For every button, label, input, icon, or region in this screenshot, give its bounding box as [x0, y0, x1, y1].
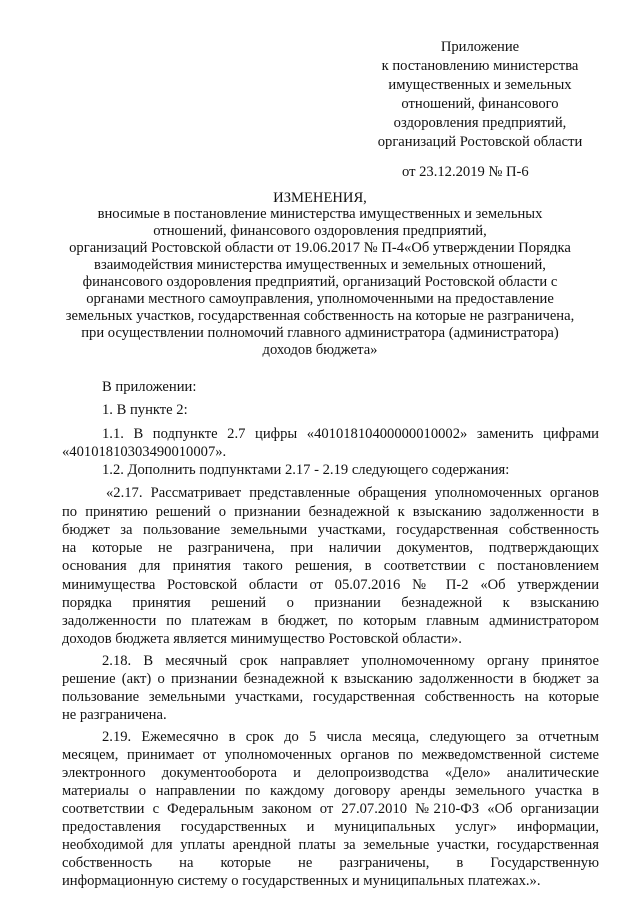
paragraph-line: 2.18. В месячный срок направляет уполномоченному органу принятое — [102, 653, 599, 669]
paragraph-line: не разграничена. — [62, 707, 167, 723]
paragraph-line: пользование земельными участками, государственная собственность на которые — [62, 689, 599, 705]
paragraph-line: месяцем, принимает от уполномоченных органов по межведомственной системе — [62, 747, 599, 763]
paragraph-line: задолженности по платежам в бюджет, по которым главным администратором — [62, 613, 599, 629]
title-line: при осуществлении полномочий главного администратора (администратора) — [81, 325, 559, 341]
body-intro: В приложении: — [102, 379, 197, 395]
paragraph-line: порядка принятия решений о признании безнадежной к взысканию — [62, 595, 599, 611]
paragraph-line: «2.17. Рассматривает представленные обращения уполномоченных органов — [106, 485, 599, 501]
paragraph-line: электронного документооборота и делопроизводства «Дело» аналитические — [62, 765, 599, 781]
title-heading: ИЗМЕНЕНИЯ, — [273, 190, 367, 206]
title-line: вносимые в постановление министерства имущественных и земельных — [97, 206, 543, 222]
clause-1-2: 1.2. Дополнить подпунктами 2.17 - 2.19 следующего содержания: — [102, 462, 510, 478]
paragraph-line: информационную систему о государственных и муниципальных платежах.». — [62, 873, 541, 889]
paragraph-line: по принятию решений о признании безнадежной к взысканию задолженности в — [62, 504, 599, 520]
clause-1-1-line: 1.1. В подпункте 2.7 цифры «40101810400000010002» заменить цифрами — [102, 426, 599, 442]
approval-line: к постановлению министерства — [381, 58, 579, 74]
title-line: отношений, финансового оздоровления предприятий, — [153, 223, 487, 239]
paragraph-line: соответствии с Федеральным законом от 27.07.2010 №210-ФЗ «Об организации — [62, 801, 599, 817]
clause-1-1-line: «40101810303490010007». — [62, 444, 227, 460]
paragraph-line: основания для принятия такого решения, в соответствии с постановлением — [62, 558, 599, 574]
paragraph-line: собственность на которые не разграничены, в Государственную — [62, 855, 599, 871]
paragraph-line: необходимой для уплаты арендной платы за земельные участки, государственная — [62, 837, 599, 853]
paragraph-line: бюджет за пользование земельными участками, государственная собственность — [62, 522, 599, 538]
approval-line: отношений, финансового — [401, 96, 559, 112]
clause-1: 1. В пункте 2: — [102, 402, 188, 418]
approval-date: от 23.12.2019 № П-6 — [402, 164, 529, 180]
approval-line: Приложение — [440, 39, 520, 55]
paragraph-line: предоставления государственных и муниципальных услуг» информации, — [62, 819, 599, 835]
approval-line: имущественных и земельных — [388, 77, 572, 93]
approval-line: организаций Ростовской области — [377, 134, 583, 150]
paragraph-line: минимущества Ростовской области от 05.07.2016 № П-2 «Об утверждении — [62, 577, 599, 593]
paragraph-line: решение (акт) о признании безнадежной к взысканию задолженности в бюджет за — [62, 671, 599, 687]
approval-line: оздоровления предприятий, — [393, 115, 567, 131]
title-line: органами местного самоуправления, уполномоченными на предоставление — [86, 291, 554, 307]
title-line: финансового оздоровления предприятий, организаций Ростовской области с — [82, 274, 558, 290]
title-line: взаимодействия министерства имущественных и земельных отношений, — [94, 257, 546, 273]
paragraph-line: доходов бюджета является минимущество Ростовской области». — [62, 631, 462, 647]
paragraph-line: 2.19. Ежемесячно в срок до 5 числа месяца, следующего за отчетным — [102, 729, 599, 745]
title-line: земельных участков, государственная собственность на которые не разграничена, — [65, 308, 575, 324]
paragraph-line: материалы о направлении по каждому договору аренды земельного участка в — [62, 783, 599, 799]
title-line: организаций Ростовской области от 19.06.2017 № П-4«Об утверждении Порядка — [69, 240, 571, 256]
paragraph-line: на которые не разграничена, при наличии документов, подтверждающих — [62, 540, 599, 556]
title-line: доходов бюджета» — [262, 342, 378, 358]
